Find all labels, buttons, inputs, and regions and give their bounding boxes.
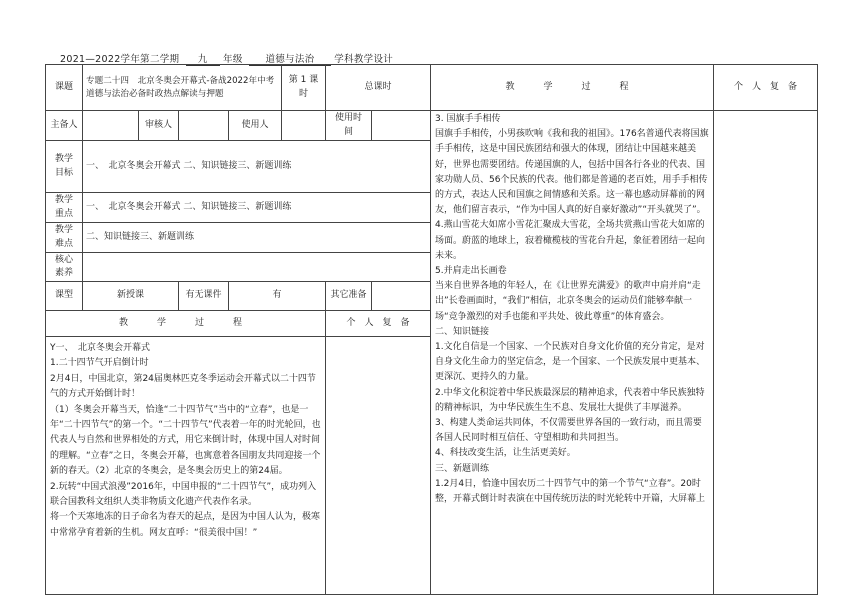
courseware-value: 有 bbox=[229, 282, 326, 311]
review-heading-left: 个 人 复 备 bbox=[326, 311, 431, 337]
paragraph: 5.并肩走出长画卷 bbox=[435, 266, 507, 277]
review-notes-right bbox=[714, 111, 818, 595]
other-prep-value bbox=[372, 282, 431, 311]
paragraph: Y一、 北京冬奥会开幕式 bbox=[50, 343, 150, 353]
key-point-value: 一、 北京冬奥会开幕式 二、知识链接三、新题训练 bbox=[83, 193, 431, 223]
other-prep-label: 其它准备 bbox=[326, 282, 372, 311]
goal-label: 教学目标 bbox=[46, 141, 83, 193]
topic-value: 专题二十四 北京冬奥会开幕式-备战2022年中考道德与法治必备时政热点解读与押题 bbox=[83, 65, 282, 111]
difficulty-label: 教学难点 bbox=[46, 223, 83, 253]
paragraph: 4、科技改变生活，让生活更美好。 bbox=[435, 448, 576, 459]
paragraph: 4.燕山雪花大如席小雪花汇聚成大雪花，全场共赏燕山雪花大如席的场面。蔚蓝的地球上，寂着橄榄枝的雪花台升起，象征着团结一起向未来。 bbox=[435, 220, 706, 261]
paragraph: 1.文化自信是一个国家、一个民族对自身文化价值的充分肯定，是对自身文化生命力的坚定信念，是一个国家、一个民族发展中更基本、更深沉、更持久的力量。 bbox=[435, 342, 706, 383]
teaching-process-table bbox=[430, 64, 818, 595]
subject-value: 道德与法治 bbox=[249, 54, 331, 66]
paragraph: 3. 国旗手手相传 bbox=[435, 114, 501, 124]
paragraph: 二、知识链接 bbox=[435, 326, 490, 337]
grade-value: 九 bbox=[186, 54, 220, 66]
difficulty-value: 二、知识链接三、新题训练 bbox=[83, 223, 431, 253]
review-notes-left bbox=[326, 337, 431, 595]
paragraph: 1.2月4日，恰逢中国农历二十四节气中的第一个节气“立春”。20时整，开幕式倒计时表演在中国传统历法的时光轮转中开篇，大屏幕上 bbox=[435, 478, 706, 505]
goal-value: 一、 北京冬奥会开幕式 二、知识链接三、新题训练 bbox=[83, 141, 431, 193]
paragraph: 2月4日，中国北京，第24届奥林匹克冬季运动会开幕式以二十四节气的方式开始倒计时！ bbox=[50, 373, 316, 400]
process-content-right bbox=[431, 111, 714, 595]
paragraph: 三、新题训练 bbox=[435, 463, 490, 474]
preparer-value bbox=[83, 111, 139, 141]
courseware-label: 有无课件 bbox=[179, 282, 229, 311]
lesson-type-label: 课型 bbox=[46, 282, 83, 311]
lesson-type-value: 新授课 bbox=[83, 282, 179, 311]
paragraph: 3、构建人类命运共同体，不仅需要世界各国的一致行动，而且需要各国人民同时相互信任、守望相助和共同担当。 bbox=[435, 418, 702, 444]
semester-text: 2021—2022学年第二学期 bbox=[60, 54, 180, 65]
preparer-label: 主备人 bbox=[46, 111, 83, 141]
use-time-value bbox=[372, 111, 431, 141]
paragraph: 2.中华文化积淀着中华民族最深层的精神追求，代表着中华民族独特的精神标识，为中华民族生生不息、发展壮大提供了丰厚滋养。 bbox=[435, 387, 705, 413]
paragraph: （1）冬奥会开幕当天，恰逢“二十四节气”当中的“立春”，也是一年“二十四节气”的第一个。“二十四节气”代表着一年的时光轮回，也代表人与自然和世界相处的方式，用它来倒计时，体现中国人对时间的理解。“立春”之日，冬奥会开幕，也寓意着各国朋友共同迎接一个新的春天。（2）北京的冬奥会，是冬奥会历史上的第24届。 bbox=[50, 404, 321, 477]
user-label: 使用人 bbox=[229, 111, 282, 141]
use-time-label: 使用时间 bbox=[326, 111, 372, 141]
user-value bbox=[282, 111, 326, 141]
paragraph: 国旗手手相传，小男孩吹响《我和我的祖国》。176名普通代表将国旗手手相传，这是中国民族团结和强大的体现，团结让中国越来越美好，世界也需要团结。传递国旗的人，包括中国各行各业的代表、国家功勋人员、56个民族的代表。他们都是普通的老百姓，用手手相传的方式，表达人民和国旗之间情感和关系。这一幕也感动屏幕前的网友，他们留言表示，“作为中国人真的好自豪好激动”“开头就哭了”。 bbox=[435, 129, 709, 216]
core-literacy-value bbox=[83, 253, 431, 282]
process-content-left bbox=[46, 337, 326, 595]
topic-label: 课题 bbox=[46, 65, 83, 111]
process-heading-right: 教 学 过 程 bbox=[431, 65, 714, 111]
period-value: 第 1 课时 bbox=[282, 65, 326, 111]
paragraph: 将一个天寒地冻的日子命名为春天的起点，是因为中国人认为，极寒中常常孕育着新的生机。网友直呼：“很美很中国！” bbox=[50, 512, 321, 538]
reviewer-value bbox=[179, 111, 229, 141]
key-point-label: 教学重点 bbox=[46, 193, 83, 223]
process-heading-left: 教 学 过 程 bbox=[46, 311, 326, 337]
total-periods-label: 总课时 bbox=[326, 65, 431, 111]
paragraph: 当来自世界各地的年轻人，在《让世界充满爱》的歌声中肩并肩“走出”长卷画面时，“我们”相信，北京冬奥会的运动员们能够奉献一场“竞争激烈的对手也能和平共处、彼此尊重”的体育盛会。 bbox=[435, 281, 701, 322]
paragraph: 1.二十四节气开启倒计时 bbox=[50, 358, 149, 369]
reviewer-label: 审核人 bbox=[139, 111, 179, 141]
review-heading-right: 个 人 复 备 bbox=[714, 65, 818, 111]
grade-label: 年级 bbox=[223, 54, 243, 65]
subject-label: 学科教学设计 bbox=[334, 54, 394, 65]
lesson-info-table bbox=[45, 64, 431, 595]
core-literacy-label: 核心素养 bbox=[46, 253, 83, 282]
paragraph: 2.玩转“中国式浪漫”2016年，中国申报的“二十四节气”，成功列入联合国教科文组织人类非物质文化遗产代表作名录。 bbox=[50, 481, 317, 508]
